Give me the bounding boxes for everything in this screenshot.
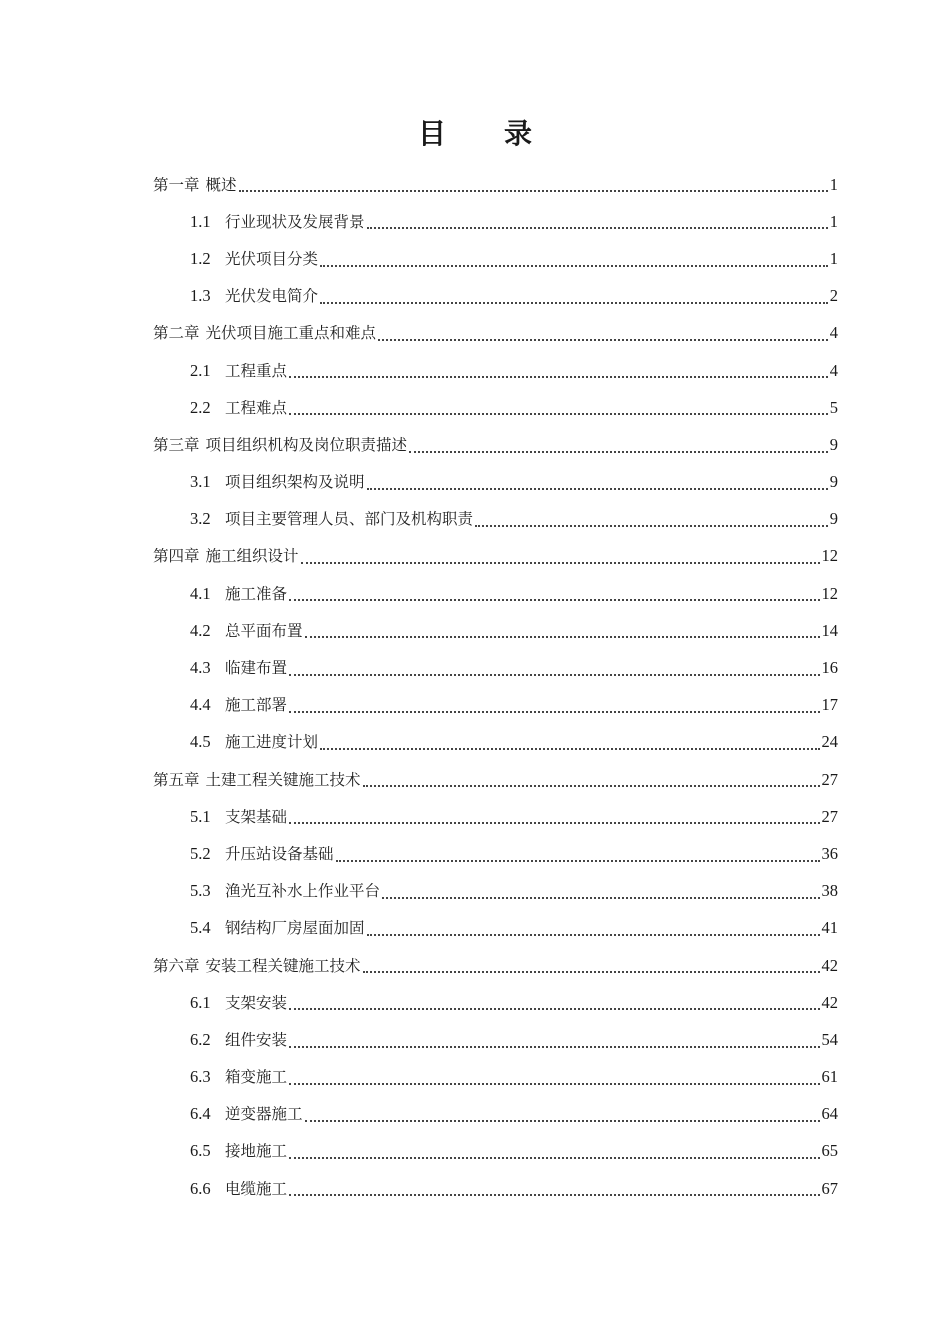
dot-leader — [382, 896, 819, 899]
page-number: 9 — [829, 472, 838, 492]
table-of-contents — [153, 166, 838, 1207]
dot-leader — [367, 226, 828, 229]
entry-title: 组件安装 — [225, 1030, 288, 1049]
toc-section-entry[interactable] — [153, 1170, 838, 1207]
section-number: 4.4 — [190, 695, 211, 715]
page-number: 24 — [821, 732, 838, 752]
section-number: 6.1 — [190, 992, 211, 1012]
entry-title: 施工准备 — [225, 584, 288, 603]
page-number: 9 — [829, 509, 838, 529]
entry-title: 光伏发电简介 — [225, 287, 319, 306]
section-number: 6.3 — [190, 1067, 211, 1087]
dot-leader — [289, 1193, 819, 1196]
page-number: 41 — [821, 918, 838, 938]
toc-chapter-entry[interactable] — [153, 538, 838, 575]
entry-title: 土建工程关键施工技术 — [205, 770, 361, 789]
toc-section-entry[interactable] — [153, 1133, 838, 1170]
entry-title: 支架安装 — [225, 993, 288, 1012]
entry-title: 施工组织设计 — [205, 547, 299, 566]
toc-chapter-entry[interactable] — [153, 166, 838, 203]
section-number: 6.2 — [190, 1029, 211, 1049]
toc-section-entry[interactable] — [153, 575, 838, 612]
entry-title: 渔光互补水上作业平台 — [225, 882, 381, 901]
dot-leader — [289, 412, 828, 415]
section-number: 5.4 — [190, 918, 211, 938]
entry-title: 支架基础 — [225, 807, 288, 826]
page-title — [0, 112, 950, 156]
dot-leader — [475, 524, 828, 527]
page-number: 2 — [829, 286, 838, 306]
dot-leader — [239, 189, 828, 192]
entry-title: 工程重点 — [225, 361, 288, 380]
page-number: 36 — [821, 843, 838, 863]
chapter-number: 第三章 — [153, 435, 200, 454]
toc-section-entry[interactable] — [153, 1096, 838, 1133]
entry-title: 项目主要管理人员、部门及机构职责 — [225, 510, 474, 529]
entry-title: 施工部署 — [225, 696, 288, 715]
toc-section-entry[interactable] — [153, 278, 838, 315]
section-number: 3.1 — [190, 472, 211, 492]
section-number: 4.3 — [190, 658, 211, 678]
entry-title: 施工进度计划 — [225, 733, 319, 752]
chapter-number: 第六章 — [153, 956, 200, 975]
dot-leader — [289, 1007, 819, 1010]
dot-leader — [289, 1045, 819, 1048]
dot-leader — [289, 1156, 819, 1159]
page-number: 67 — [821, 1178, 838, 1198]
dot-leader — [320, 747, 819, 750]
toc-section-entry[interactable] — [153, 724, 838, 761]
section-number: 4.2 — [190, 620, 211, 640]
dot-leader — [301, 561, 820, 564]
entry-title: 总平面布置 — [225, 621, 303, 640]
section-number: 2.1 — [190, 360, 211, 380]
dot-leader — [363, 784, 820, 787]
chapter-number: 第一章 — [153, 175, 200, 194]
page-number: 1 — [829, 174, 838, 194]
entry-title: 钢结构厂房屋面加固 — [225, 919, 365, 938]
entry-title: 光伏项目施工重点和难点 — [205, 324, 377, 343]
section-number: 5.1 — [190, 806, 211, 826]
dot-leader — [320, 301, 828, 304]
chapter-number: 第五章 — [153, 770, 200, 789]
toc-section-entry[interactable] — [153, 1021, 838, 1058]
entry-title: 电缆施工 — [225, 1179, 288, 1198]
toc-section-entry[interactable] — [153, 352, 838, 389]
page-number: 12 — [821, 583, 838, 603]
toc-section-entry[interactable] — [153, 984, 838, 1021]
section-number: 4.1 — [190, 583, 211, 603]
page-number: 1 — [829, 211, 838, 231]
section-number: 6.4 — [190, 1104, 211, 1124]
dot-leader — [378, 338, 828, 341]
entry-title: 逆变器施工 — [225, 1105, 303, 1124]
dot-leader — [409, 450, 828, 453]
toc-section-entry[interactable] — [153, 687, 838, 724]
section-number: 2.2 — [190, 397, 211, 417]
section-number: 1.1 — [190, 211, 211, 231]
toc-section-entry[interactable] — [153, 501, 838, 538]
toc-section-entry[interactable] — [153, 464, 838, 501]
entry-title: 升压站设备基础 — [225, 844, 334, 863]
entry-title: 临建布置 — [225, 659, 288, 678]
dot-leader — [289, 673, 819, 676]
page-number: 16 — [821, 658, 838, 678]
page-number: 5 — [829, 397, 838, 417]
title-char-1: 目 — [417, 117, 446, 150]
page-number: 12 — [821, 546, 838, 566]
entry-title: 接地施工 — [225, 1142, 288, 1161]
dot-leader — [320, 264, 828, 267]
toc-chapter-entry[interactable] — [153, 947, 838, 984]
toc-section-entry[interactable] — [153, 649, 838, 686]
entry-title: 光伏项目分类 — [225, 249, 319, 268]
entry-title: 工程难点 — [225, 398, 288, 417]
page-number: 4 — [829, 360, 838, 380]
section-number: 5.3 — [190, 881, 211, 901]
entry-title: 行业现状及发展背景 — [225, 212, 365, 231]
dot-leader — [289, 821, 819, 824]
toc-section-entry[interactable] — [153, 203, 838, 240]
page-number: 61 — [821, 1067, 838, 1087]
section-number: 6.5 — [190, 1141, 211, 1161]
toc-chapter-entry[interactable] — [153, 315, 838, 352]
page-number: 14 — [821, 620, 838, 640]
page-number: 54 — [821, 1029, 838, 1049]
toc-section-entry[interactable] — [153, 835, 838, 872]
page-number: 27 — [821, 769, 838, 789]
page-number: 65 — [821, 1141, 838, 1161]
entry-title: 安装工程关键施工技术 — [205, 956, 361, 975]
page-number: 4 — [829, 323, 838, 343]
dot-leader — [289, 1082, 819, 1085]
section-number: 5.2 — [190, 843, 211, 863]
chapter-number: 第四章 — [153, 547, 200, 566]
toc-section-entry[interactable] — [153, 1059, 838, 1096]
dot-leader — [363, 970, 820, 973]
entry-title: 项目组织架构及说明 — [225, 473, 365, 492]
dot-leader — [289, 710, 819, 713]
page-number: 64 — [821, 1104, 838, 1124]
page-number: 38 — [821, 881, 838, 901]
toc-chapter-entry[interactable] — [153, 426, 838, 463]
toc-section-entry[interactable] — [153, 873, 838, 910]
dot-leader — [305, 1119, 820, 1122]
page-number: 42 — [821, 992, 838, 1012]
section-number: 1.3 — [190, 286, 211, 306]
chapter-number: 第二章 — [153, 324, 200, 343]
dot-leader — [289, 598, 819, 601]
section-number: 4.5 — [190, 732, 211, 752]
toc-section-entry[interactable] — [153, 798, 838, 835]
toc-section-entry[interactable] — [153, 910, 838, 947]
section-number: 1.2 — [190, 248, 211, 268]
entry-title: 箱变施工 — [225, 1068, 288, 1087]
toc-section-entry[interactable] — [153, 389, 838, 426]
section-number: 6.6 — [190, 1178, 211, 1198]
title-char-2: 录 — [504, 117, 533, 150]
entry-title: 项目组织机构及岗位职责描述 — [205, 435, 408, 454]
toc-chapter-entry[interactable] — [153, 761, 838, 798]
page-number: 27 — [821, 806, 838, 826]
dot-leader — [367, 487, 828, 490]
toc-section-entry[interactable] — [153, 612, 838, 649]
dot-leader — [289, 375, 828, 378]
dot-leader — [336, 859, 820, 862]
toc-section-entry[interactable] — [153, 240, 838, 277]
section-number: 3.2 — [190, 509, 211, 529]
page-number: 9 — [829, 434, 838, 454]
page-number: 17 — [821, 695, 838, 715]
dot-leader — [367, 933, 820, 936]
dot-leader — [305, 635, 820, 638]
page-number: 42 — [821, 955, 838, 975]
page-number: 1 — [829, 248, 838, 268]
entry-title: 概述 — [205, 175, 237, 194]
